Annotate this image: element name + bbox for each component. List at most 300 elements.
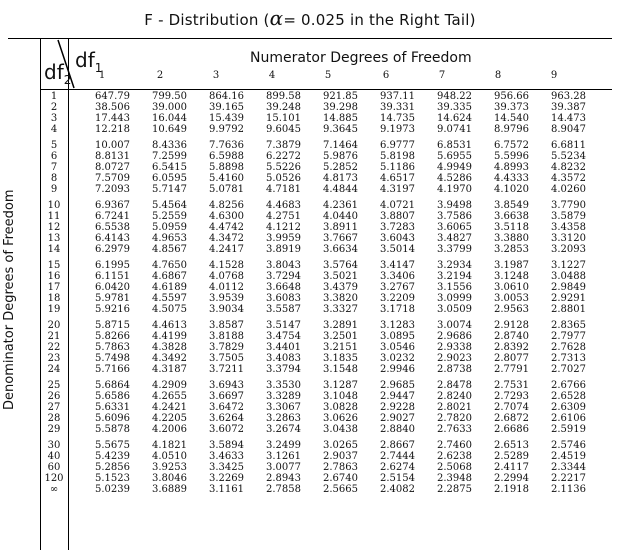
- table-cell: 5.4160: [209, 173, 244, 185]
- df2-subscript: 2: [63, 73, 72, 87]
- table-cell: 3.5014: [380, 244, 415, 256]
- table-cell: 3.1161: [209, 484, 244, 496]
- table-cell: 4.2909: [152, 379, 187, 391]
- table-cell: 4.2361: [323, 199, 358, 211]
- table-cell: 4.1020: [494, 184, 529, 196]
- table-cell: 4.3472: [209, 233, 244, 245]
- df1-text: df: [75, 48, 95, 72]
- table-cell: 937.11: [380, 91, 415, 102]
- column-header: 2: [156, 70, 164, 81]
- row-df-label: 16: [47, 271, 61, 282]
- table-cell: 2.3344: [551, 462, 586, 474]
- table-cell: 3.2194: [437, 271, 472, 282]
- table-cell: 2.9447: [380, 391, 415, 402]
- table-cell: 5.8198: [380, 151, 415, 162]
- table-cell: 4.0112: [209, 282, 244, 294]
- table-cell: 799.50: [152, 91, 187, 102]
- row-df-label: 27: [47, 402, 61, 414]
- table-cell: 3.3289: [266, 391, 301, 402]
- table-cell: 5.7863: [95, 342, 130, 354]
- table-cell: 9.9792: [209, 124, 244, 136]
- table-cell: 3.0265: [323, 439, 358, 451]
- table-cell: 2.1136: [551, 484, 586, 496]
- table-cell: 5.8266: [95, 331, 130, 342]
- table-cell: 4.5075: [152, 304, 187, 316]
- table-cell: 5.0239: [95, 484, 130, 496]
- table-cell: 2.8478: [437, 379, 472, 391]
- table-cell: 4.0440: [323, 211, 358, 222]
- denominator-header: Denominator Degrees of Freedom: [2, 189, 17, 410]
- row-df-label: 13: [47, 233, 61, 245]
- table-cell: 948.22: [437, 91, 472, 102]
- table-cell: 3.4633: [209, 451, 244, 462]
- table-cell: 5.5675: [95, 439, 130, 451]
- table-cell: 3.8911: [323, 222, 358, 234]
- table-cell: 5.2852: [323, 162, 358, 174]
- table-cell: 4.2751: [266, 211, 301, 222]
- table-cell: 3.5147: [266, 319, 301, 331]
- table-cell: 2.7820: [437, 413, 472, 425]
- table-cell: 2.3948: [437, 473, 472, 485]
- table-cell: 8.9796: [494, 124, 529, 136]
- row-df-label: 2: [50, 102, 58, 114]
- table-cell: 4.1970: [437, 184, 472, 196]
- table-cell: 6.4143: [95, 233, 130, 245]
- table-cell: 3.1287: [323, 379, 358, 391]
- alpha-symbol: α: [269, 6, 284, 30]
- df2-label: [44, 60, 71, 87]
- table-cell: 5.7147: [152, 184, 187, 196]
- table-cell: 2.9027: [380, 413, 415, 425]
- table-cell: 3.5764: [323, 259, 358, 271]
- table-cell: 3.5118: [494, 222, 529, 234]
- table-cell: 2.7531: [494, 379, 529, 391]
- table-cell: 17.443: [95, 113, 130, 125]
- table-cell: 5.1523: [95, 473, 130, 485]
- table-cell: 4.1821: [152, 439, 187, 451]
- table-cell: 4.2205: [152, 413, 187, 425]
- table-cell: 7.1464: [323, 139, 358, 151]
- table-cell: 921.85: [323, 91, 358, 102]
- table-cell: 2.4519: [551, 451, 586, 462]
- table-cell: 2.9686: [437, 331, 472, 342]
- row-df-label: 10: [47, 199, 61, 211]
- table-cell: 3.0488: [551, 271, 586, 282]
- table-cell: 3.0895: [380, 331, 415, 342]
- table-cell: 10.007: [95, 139, 130, 151]
- table-cell: 3.7505: [209, 353, 244, 365]
- table-cell: 2.8240: [437, 391, 472, 402]
- table-cell: 3.1718: [380, 304, 415, 316]
- table-cell: 39.248: [266, 102, 301, 114]
- column-header: 1: [98, 70, 106, 81]
- row-df-label: 17: [47, 282, 61, 294]
- table-cell: 5.8898: [209, 162, 244, 174]
- table-cell: 14.540: [494, 113, 529, 125]
- row-df-label: 3: [50, 113, 58, 125]
- table-cell: 3.1556: [437, 282, 472, 294]
- table-cell: 39.000: [152, 102, 187, 114]
- row-df-label: 24: [47, 364, 61, 376]
- table-cell: 3.5587: [266, 304, 301, 316]
- table-cell: 2.7628: [551, 342, 586, 354]
- table-cell: 3.6043: [380, 233, 415, 245]
- table-cell: 3.4401: [266, 342, 301, 354]
- table-cell: 2.6238: [437, 451, 472, 462]
- table-cell: 3.3880: [494, 233, 529, 245]
- table-cell: 3.6889: [152, 484, 187, 496]
- row-df-label: 20: [47, 319, 61, 331]
- table-cell: 5.8715: [95, 319, 130, 331]
- row-df-label: 25: [47, 379, 61, 391]
- df1-subscript: 1: [94, 61, 103, 75]
- table-cell: 3.2209: [380, 293, 415, 305]
- table-cell: 2.5289: [494, 451, 529, 462]
- table-cell: 3.3425: [209, 462, 244, 474]
- table-cell: 5.6955: [437, 151, 472, 162]
- row-df-label: 5: [50, 139, 58, 151]
- table-cell: 2.7977: [551, 331, 586, 342]
- table-cell: 2.2875: [437, 484, 472, 496]
- table-cell: 3.5021: [323, 271, 358, 282]
- table-cell: 4.0768: [209, 271, 244, 282]
- table-cell: 3.3794: [266, 364, 301, 376]
- table-cell: 4.8567: [152, 244, 187, 256]
- table-cell: 4.2655: [152, 391, 187, 402]
- table-cell: 5.4564: [152, 199, 187, 211]
- table-cell: 4.3828: [152, 342, 187, 354]
- table-cell: 2.8365: [551, 319, 586, 331]
- row-df-label: 18: [47, 293, 61, 305]
- table-cell: 3.9034: [209, 304, 244, 316]
- table-cell: 8.0727: [95, 162, 130, 174]
- table-cell: 7.2599: [152, 151, 187, 162]
- table-cell: 39.373: [494, 102, 529, 114]
- table-cell: 3.9959: [266, 233, 301, 245]
- table-cell: 4.2417: [209, 244, 244, 256]
- table-cell: 3.2853: [494, 244, 529, 256]
- table-cell: 3.6648: [266, 282, 301, 294]
- table-cell: 3.0546: [380, 342, 415, 354]
- table-cell: 3.6264: [209, 413, 244, 425]
- row-df-label: 30: [47, 439, 61, 451]
- table-cell: 5.5226: [266, 162, 301, 174]
- table-cell: 3.0610: [494, 282, 529, 294]
- table-cell: 2.7863: [323, 462, 358, 474]
- table-cell: 3.9539: [209, 293, 244, 305]
- table-cell: 4.1212: [266, 222, 301, 234]
- table-cell: 4.9653: [152, 233, 187, 245]
- table-cell: 3.2767: [380, 282, 415, 294]
- table-cell: 16.044: [152, 113, 187, 125]
- table-cell: 2.6309: [551, 402, 586, 414]
- table-cell: 4.6300: [209, 211, 244, 222]
- table-cell: 2.5068: [437, 462, 472, 474]
- table-cell: 2.8740: [494, 331, 529, 342]
- table-cell: 2.9849: [551, 282, 586, 294]
- table-cell: 2.7633: [437, 424, 472, 436]
- table-cell: 5.7166: [95, 364, 130, 376]
- table-cell: 39.331: [380, 102, 415, 114]
- title-prefix: F - Distribution (: [144, 11, 270, 29]
- row-df-label: 15: [47, 259, 61, 271]
- table-cell: 3.2891: [323, 319, 358, 331]
- row-df-label: 28: [47, 413, 61, 425]
- table-cell: 14.885: [323, 113, 358, 125]
- table-cell: 2.9291: [551, 293, 586, 305]
- table-cell: 8.4336: [152, 139, 187, 151]
- table-cell: 3.3327: [323, 304, 358, 316]
- table-cell: 2.8021: [437, 402, 472, 414]
- column-header: 6: [382, 70, 390, 81]
- row-df-label: 8: [50, 173, 58, 185]
- table-cell: 3.9253: [152, 462, 187, 474]
- table-cell: 6.9367: [95, 199, 130, 211]
- table-cell: 3.1048: [323, 391, 358, 402]
- table-cell: 6.7241: [95, 211, 130, 222]
- table-cell: 5.2559: [152, 211, 187, 222]
- table-cell: 5.6864: [95, 379, 130, 391]
- table-cell: 3.6943: [209, 379, 244, 391]
- table-cell: 9.1973: [380, 124, 415, 136]
- table-cell: 2.7027: [551, 364, 586, 376]
- df2-text: df: [44, 60, 64, 84]
- table-cell: 2.7858: [266, 484, 301, 496]
- table-cell: 3.1548: [323, 364, 358, 376]
- column-header: 3: [212, 70, 220, 81]
- table-cell: 6.1995: [95, 259, 130, 271]
- table-cell: 6.6811: [551, 139, 586, 151]
- table-cell: 647.79: [95, 91, 130, 102]
- table-cell: 2.6513: [494, 439, 529, 451]
- table-cell: 3.3067: [266, 402, 301, 414]
- table-cell: 6.7572: [494, 139, 529, 151]
- table-cell: 3.0077: [266, 462, 301, 474]
- table-cell: 14.624: [437, 113, 472, 125]
- table-cell: 4.0260: [551, 184, 586, 196]
- table-cell: 3.1283: [380, 319, 415, 331]
- table-cell: 899.58: [266, 91, 301, 102]
- table-cell: 3.7829: [209, 342, 244, 354]
- table-cell: 3.0626: [323, 413, 358, 425]
- table-cell: 2.6274: [380, 462, 415, 474]
- table-cell: 3.0053: [494, 293, 529, 305]
- table-cell: 2.9128: [494, 319, 529, 331]
- table-cell: 3.8046: [152, 473, 187, 485]
- row-df-label: 9: [50, 184, 58, 196]
- table-cell: 3.1227: [551, 259, 586, 271]
- table-cell: 3.9498: [437, 199, 472, 211]
- table-cell: 4.4333: [494, 173, 529, 185]
- table-cell: 38.506: [95, 102, 130, 114]
- table-cell: 5.9781: [95, 293, 130, 305]
- table-cell: 5.2856: [95, 462, 130, 474]
- table-cell: 3.4147: [380, 259, 415, 271]
- table-cell: 5.0781: [209, 184, 244, 196]
- table-cell: 3.2151: [323, 342, 358, 354]
- table-cell: 39.165: [209, 102, 244, 114]
- table-cell: 3.7586: [437, 211, 472, 222]
- table-cell: 5.6096: [95, 413, 130, 425]
- row-df-label: ∞: [49, 484, 59, 496]
- column-header: 8: [494, 70, 502, 81]
- row-df-label: 23: [47, 353, 61, 365]
- row-df-label: 7: [50, 162, 58, 174]
- table-cell: 5.6586: [95, 391, 130, 402]
- row-df-label: 29: [47, 424, 61, 436]
- table-cell: 2.7444: [380, 451, 415, 462]
- table-cell: 4.8993: [494, 162, 529, 174]
- table-cell: 4.2006: [152, 424, 187, 436]
- table-cell: 5.0526: [266, 173, 301, 185]
- table-cell: 4.4844: [323, 184, 358, 196]
- table-cell: 3.4379: [323, 282, 358, 294]
- column-header: 7: [438, 70, 446, 81]
- table-cell: 3.7283: [380, 222, 415, 234]
- table-cell: 5.5878: [95, 424, 130, 436]
- table-cell: 7.2093: [95, 184, 130, 196]
- table-cell: 3.0509: [437, 304, 472, 316]
- table-cell: 4.6867: [152, 271, 187, 282]
- table-cell: 4.1528: [209, 259, 244, 271]
- table-cell: 4.4742: [209, 222, 244, 234]
- table-cell: 15.101: [266, 113, 301, 125]
- table-cell: 39.298: [323, 102, 358, 114]
- table-cell: 6.2979: [95, 244, 130, 256]
- table-cell: 2.8077: [494, 353, 529, 365]
- table-cell: 8.8131: [95, 151, 130, 162]
- table-cell: 4.3197: [380, 184, 415, 196]
- table-cell: 4.0510: [152, 451, 187, 462]
- table-cell: 2.9338: [437, 342, 472, 354]
- table-cell: 3.1987: [494, 259, 529, 271]
- table-cell: 2.6106: [551, 413, 586, 425]
- table-cell: 3.0232: [380, 353, 415, 365]
- table-cell: 4.6189: [152, 282, 187, 294]
- row-df-label: 4: [50, 124, 58, 136]
- table-cell: 3.8587: [209, 319, 244, 331]
- table-cell: 4.4199: [152, 331, 187, 342]
- table-cell: 14.735: [380, 113, 415, 125]
- table-cell: 2.9563: [494, 304, 529, 316]
- column-header: 4: [268, 70, 276, 81]
- table-cell: 2.9037: [323, 451, 358, 462]
- row-df-label: 22: [47, 342, 61, 354]
- table-cell: 12.218: [95, 124, 130, 136]
- table-cell: 3.0828: [323, 402, 358, 414]
- table-cell: 3.7667: [323, 233, 358, 245]
- table-cell: 7.3879: [266, 139, 301, 151]
- table-cell: 3.6634: [323, 244, 358, 256]
- table-cell: 3.1261: [266, 451, 301, 462]
- table-cell: 2.9685: [380, 379, 415, 391]
- table-cell: 4.9949: [437, 162, 472, 174]
- row-df-label: 19: [47, 304, 61, 316]
- table-cell: 3.0074: [437, 319, 472, 331]
- table-cell: 3.8807: [380, 211, 415, 222]
- table-cell: 3.8043: [266, 259, 301, 271]
- table-cell: 3.2863: [266, 413, 301, 425]
- row-df-label: 6: [50, 151, 58, 162]
- table-cell: 3.0438: [323, 424, 358, 436]
- table-cell: 3.5879: [551, 211, 586, 222]
- table-cell: 3.0999: [437, 293, 472, 305]
- table-cell: 3.3799: [437, 244, 472, 256]
- table-cell: 3.4358: [551, 222, 586, 234]
- table-cell: 3.4754: [266, 331, 301, 342]
- table-cell: 6.1151: [95, 271, 130, 282]
- table-cell: 3.2501: [323, 331, 358, 342]
- table-cell: 15.439: [209, 113, 244, 125]
- table-cell: 6.5415: [152, 162, 187, 174]
- table-cell: 8.9047: [551, 124, 586, 136]
- table-cell: 5.9876: [323, 151, 358, 162]
- table-cell: 4.7181: [266, 184, 301, 196]
- table-cell: 2.9946: [380, 364, 415, 376]
- table-cell: 2.8840: [380, 424, 415, 436]
- table-cell: 2.8392: [494, 342, 529, 354]
- column-header: 5: [324, 70, 332, 81]
- row-df-label: 40: [47, 451, 61, 462]
- table-cell: 3.1835: [323, 353, 358, 365]
- table-cell: 2.8738: [437, 364, 472, 376]
- table-cell: 4.4613: [152, 319, 187, 331]
- table-cell: 6.9777: [380, 139, 415, 151]
- table-cell: 2.7293: [494, 391, 529, 402]
- table-cell: 2.7460: [437, 439, 472, 451]
- table-cell: 6.8531: [437, 139, 472, 151]
- table-cell: 956.66: [494, 91, 529, 102]
- table-cell: 3.3530: [266, 379, 301, 391]
- table-cell: 6.0420: [95, 282, 130, 294]
- table-cell: 7.5709: [95, 173, 130, 185]
- table-cell: 39.335: [437, 102, 472, 114]
- table-cell: 6.2272: [266, 151, 301, 162]
- table-cell: 4.8173: [323, 173, 358, 185]
- table-cell: 4.6517: [380, 173, 415, 185]
- table-cell: 3.8919: [266, 244, 301, 256]
- table-cell: 3.2674: [266, 424, 301, 436]
- table-cell: 4.0721: [380, 199, 415, 211]
- table-cell: 2.8943: [266, 473, 301, 485]
- table-cell: 5.7498: [95, 353, 130, 365]
- table-cell: 2.6766: [551, 379, 586, 391]
- table-cell: 4.8232: [551, 162, 586, 174]
- table-cell: 6.5988: [209, 151, 244, 162]
- table-cell: 2.5919: [551, 424, 586, 436]
- table-cell: 3.4083: [266, 353, 301, 365]
- table-cell: 3.1248: [494, 271, 529, 282]
- table-cell: 5.9216: [95, 304, 130, 316]
- table-cell: 9.6045: [266, 124, 301, 136]
- row-df-label: 60: [47, 462, 61, 474]
- table-cell: 5.5234: [551, 151, 586, 162]
- table-cell: 5.4239: [95, 451, 130, 462]
- table-cell: 2.6528: [551, 391, 586, 402]
- table-cell: 3.6065: [437, 222, 472, 234]
- table-cell: 6.5538: [95, 222, 130, 234]
- table-cell: 2.7313: [551, 353, 586, 365]
- table-cell: 3.3406: [380, 271, 415, 282]
- table-cell: 6.0595: [152, 173, 187, 185]
- table-cell: 963.28: [551, 91, 586, 102]
- table-cell: 4.8256: [209, 199, 244, 211]
- table-cell: 2.8801: [551, 304, 586, 316]
- table-cell: 10.649: [152, 124, 187, 136]
- row-df-label: 120: [44, 473, 64, 485]
- numerator-header: Numerator Degrees of Freedom: [250, 50, 472, 66]
- table-cell: 3.5894: [209, 439, 244, 451]
